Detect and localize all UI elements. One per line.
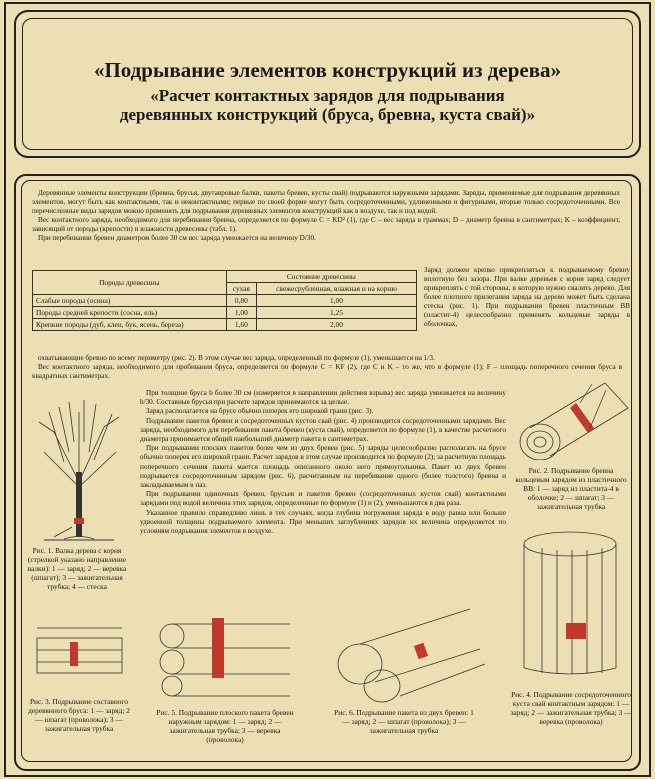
caption-fig-1: Рис. 1. Валка дерева с корня (стрелкой указано направление валки): 1 — заряд; 2 — веревка (шпагат); 3 — зажигательная трубка; 4 — стеска <box>27 546 127 591</box>
intro-paragraph-2: Вес контактного заряда, необходимого для перебивания бревна, определяется по формуле C = KD² (1), где C – вес заряда в граммах; D – диаметр бревна в сантиметрах; K – коэффициент, зависящий от породы (крепости) и влажности древесины (табл. 1). <box>32 216 620 233</box>
figure-two-log-packet <box>330 604 490 704</box>
table-cell-dry: 1,00 <box>226 307 256 319</box>
page-subtitle <box>14 86 641 124</box>
table-cell-wet: 1,25 <box>256 307 416 319</box>
caption-fig-2: Рис. 2. Подрывание бревна кольцевым зарядом из пластичного ВВ: 1 — заряд из пластита-4 в оболочке; 2 — шпагат; 3 — зажигательная трубка <box>515 466 627 511</box>
side-text: Заряд должен крепко прикрепляться к подрываемому бревну вплотную без зазора. При валке деревьев с корня заряд следует прикреплять с той стороны, в которую нужно свалить дерево. Для более плотного прилегания заряда на дерево может быть сделана стеска (рис. 1). При подрывании бревен пластичным ВВ (пластит-4) целесообразно применять кольцевые заряды в оболочках, <box>424 266 630 328</box>
wood-coefficient-table <box>32 270 417 331</box>
table-header-row <box>33 271 417 283</box>
table-cell-species: Породы средней крепости (сосна, ель) <box>33 307 227 319</box>
mid-paragraph-1: охватывающие бревно по всему периметру (рис. 2). В этом случае вес заряда, определенный по формуле (1), уменьшается на 1/3. <box>38 354 435 362</box>
table-cell-wet: 1,00 <box>256 295 416 307</box>
caption-fig-3: Рис. 3. Подрывание составного деревянного бруса: 1 — заряд; 2 — шпагат (проволока); 3 — зажигательная трубка <box>28 697 130 733</box>
figure-flat-log-packet <box>150 596 300 698</box>
figure-composite-beam <box>32 618 132 688</box>
figure-log-ring-charge <box>510 378 632 460</box>
center-text <box>140 389 506 536</box>
table-header-species: Породы древесины <box>33 271 227 295</box>
table-cell-wet: 2,00 <box>256 319 416 331</box>
table-header-dry: сухая <box>226 283 256 295</box>
mid-text <box>32 354 622 381</box>
center-paragraph-3: Подрывание пакетов бревен и сосредоточенных кустов свай (рис. 4) производится сосредоточенными зарядами. Вес заряда, необходимого для перебивания пакета бревен (куста свай), определяется по формуле (1), в качестве расчетного диаметра принимается общий наибольший диаметр пакета в сантиметрах. <box>140 416 506 444</box>
table-cell-dry: 1,60 <box>226 319 256 331</box>
table-row <box>33 319 417 331</box>
table-cell-dry: 0,80 <box>226 295 256 307</box>
mid-paragraph-2: Вес контактного заряда, необходимого для пробивания бруса, определяется по формуле C = KF (2), где C и K – то же, что в формуле (1); F – площадь поперечного сечения бруса в квадратных сантиметрах. <box>32 363 622 380</box>
header-panel <box>14 10 641 158</box>
intro-text <box>32 189 620 243</box>
figure-pile-cluster <box>512 528 628 678</box>
table-row <box>33 307 417 319</box>
page-title: «Подрывание элементов конструкций из дерева» <box>93 58 562 82</box>
intro-paragraph-3: При перебивании бревен диаметром более 30 см вес заряда умножается на величину D/30. <box>38 234 316 242</box>
intro-paragraph-1: Деревянные элементы конструкции (бревна, брусья, двутавровые балки, пакеты бревен, кусты свай) подрываются наружными зарядами. Заряды, применяемые для подрывания деревянных элементов, могут быть как контактными, так и неконтактными; первые по своей форме могут быть сосредоточенными, удлиненными и фигурными, вторые только сосредоточенными. Все перечисленные виды зарядов можно применять для подрывания деревянных элементов конструкций как в воздухе, так и под водой. <box>32 189 620 215</box>
center-paragraph-5: При подрывании одиночных бревен, брусьев и пакетов бревен (сосредоточенных кустов свай) контактными зарядами под водой величина этих зарядов, определенные по формуле (1) и (2), уменьшаются в два раза. <box>140 490 506 508</box>
header-inner-frame <box>22 18 633 150</box>
subtitle-line-1: «Расчет контактных зарядов для подрывания <box>150 86 505 105</box>
table-header-wet: свежесрубленная, влажная и на корню <box>256 283 416 295</box>
figure-tree-felling <box>24 392 134 542</box>
table-cell-species: Слабые породы (осина) <box>33 295 227 307</box>
center-paragraph-2: Заряд располагается на брусе обычно поперек его широкой грани (рис. 3). <box>146 407 374 416</box>
center-paragraph-1: При толщине бруса b более 30 см (измеряется в направлении действия взрыва) вес заряда умножается на величину b/30. Составные брусья при расчете зарядов принимаются за целые. <box>140 389 506 407</box>
caption-fig-4: Рис. 4. Подрывание сосредоточенного куста свай контактным зарядом: 1 — заряд; 2 — зажигательная трубка; 3 — веревка (проволока) <box>510 690 632 726</box>
center-paragraph-6: Указанное правило справедливо лишь в тех случаях, когда глубина погружения заряда в воду равна или больше удвоенной толщины подрываемого элемента. При меньших заглублениях зарядов их величина определяется по условиям подрывания элементов в воздухе. <box>140 508 506 536</box>
table-header-state: Состояние древесины <box>226 271 416 283</box>
caption-fig-5: Рис. 5. Подрывание плоского пакета бревен наружным зарядом: 1 — заряд; 2 — зажигательная трубка; 3 — веревка (проволока) <box>156 708 294 744</box>
table-cell-species: Крепкие породы (дуб, клен, бук, ясень, береза) <box>33 319 227 331</box>
table-row <box>33 295 417 307</box>
caption-fig-6: Рис. 6. Подрывание пакета из двух бревен: 1 — заряд; 2 — шпагат (проволока); 3 — зажигательная трубка <box>334 708 474 735</box>
subtitle-line-2: деревянных конструкций (бруса, бревна, куста свай)» <box>119 105 536 124</box>
center-paragraph-4: При подрывании плоских пакетов более чем из двух бревен (рис. 5) заряды целесообразно располагать на брусе обычно поперек его широкой грани. Расчет зарядов в этом случае производится по формуле (2); за расчетную площадь поперечного сечения пакета мается площадь описанного около него прямоугольника. Пакет из двух бревен подрывается сосредоточенным зарядом (рис. 6), расчитанным на перебивание одного (более толстого) бревна и закладываемым в паз. <box>140 444 506 490</box>
